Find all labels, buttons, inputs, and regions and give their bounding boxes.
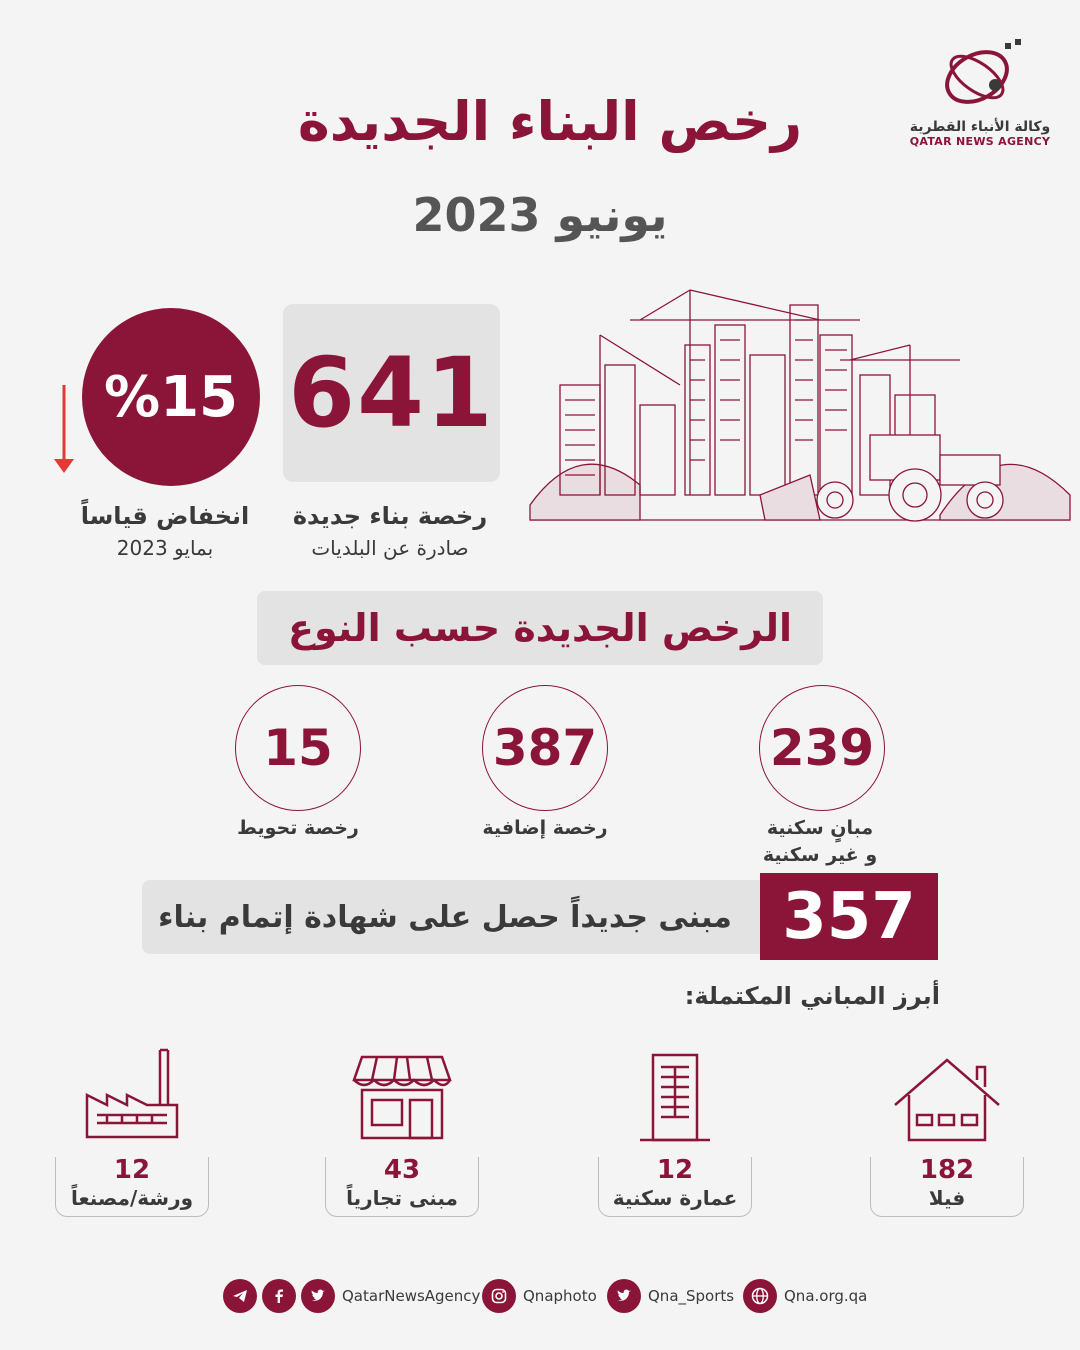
footer-website[interactable]: Qna.org.qa: [784, 1287, 868, 1305]
qna-logo: [905, 35, 1055, 165]
villa-count: 182: [919, 1155, 975, 1185]
change-percent-value: %15: [82, 308, 260, 486]
type-residential-value: 239: [759, 685, 885, 811]
construction-illustration: [520, 285, 1080, 530]
notable-buildings-heading: أبرز المباني المكتملة:: [684, 982, 940, 1010]
type-additional-label: رخصة إضافية: [482, 817, 608, 839]
completion-label: مبنى جديداً حصل على شهادة إتمام بناء: [158, 899, 732, 935]
change-percent-label: انخفاض قياساً: [80, 502, 250, 530]
apartment-building-icon: [615, 1045, 735, 1145]
type-residential-label-line1: مبانٍ سكنية: [766, 817, 874, 839]
telegram-icon[interactable]: [223, 1279, 257, 1313]
twitter-sports-icon[interactable]: [607, 1279, 641, 1313]
shop-icon: [342, 1045, 462, 1145]
footer-handle-instagram[interactable]: Qnaphoto: [523, 1287, 597, 1305]
globe-icon[interactable]: [743, 1279, 777, 1313]
completion-value: 357: [760, 873, 938, 960]
shop-count: 43: [383, 1155, 421, 1185]
total-permits-label: رخصة بناء جديدة: [292, 502, 488, 530]
change-percent-sublabel: بمايو 2023: [116, 536, 214, 560]
page-subtitle: يونيو 2023: [412, 188, 668, 242]
facebook-icon[interactable]: [262, 1279, 296, 1313]
instagram-icon[interactable]: [482, 1279, 516, 1313]
total-permits-sublabel: صادرة عن البلديات: [311, 536, 469, 560]
twitter-icon[interactable]: [301, 1279, 335, 1313]
qna-logo-icon: [935, 35, 1025, 115]
logo-name-arabic: وكالة الأنباء القطرية: [909, 119, 1051, 135]
footer-handle-sports[interactable]: Qna_Sports: [648, 1287, 735, 1305]
type-fencing-label: رخصة تحويط: [237, 817, 359, 839]
house-icon: [887, 1045, 1007, 1145]
apartment-label: عمارة سكنية: [612, 1186, 738, 1210]
type-residential-label-line2: و غير سكنية: [762, 844, 878, 866]
type-fencing-value: 15: [235, 685, 361, 811]
total-permits-value: 641: [283, 304, 500, 482]
type-additional-value: 387: [482, 685, 608, 811]
factory-count: 12: [113, 1155, 151, 1185]
types-section-heading: الرخص الجديدة حسب النوع: [257, 591, 823, 665]
factory-icon: [72, 1045, 192, 1145]
logo-name-english: QATAR NEWS AGENCY: [909, 135, 1051, 148]
footer-handle-main[interactable]: QatarNewsAgency: [342, 1287, 481, 1305]
apartment-count: 12: [656, 1155, 694, 1185]
type-residential-label: [720, 815, 920, 869]
shop-label: مبنى تجارياً: [346, 1186, 458, 1210]
villa-label: فيلا: [928, 1186, 966, 1210]
page-title: رخص البناء الجديدة: [297, 90, 803, 153]
arrow-down-icon: [52, 385, 76, 475]
factory-label: ورشة/مصنعاً: [70, 1186, 194, 1210]
